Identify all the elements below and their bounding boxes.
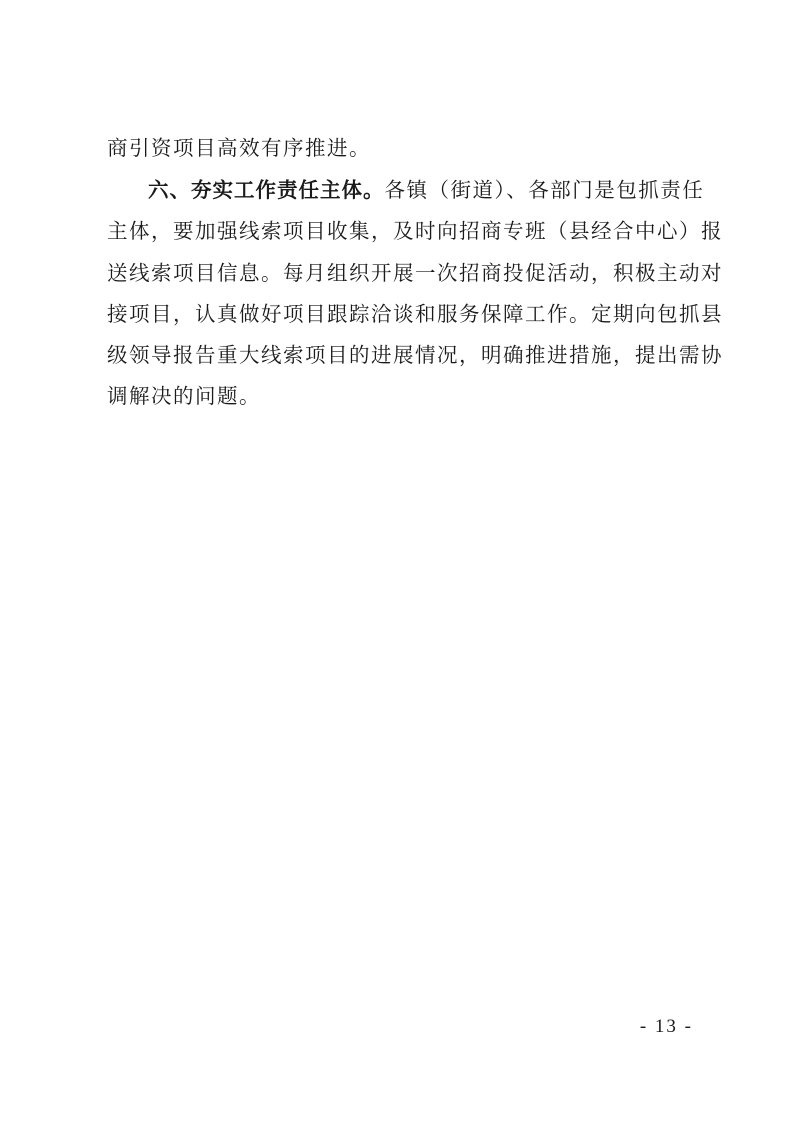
- paragraph-line: 送线索项目信息。每月组织开展一次招商投促活动，积极主动对: [107, 261, 723, 285]
- page-number: - 13 -: [639, 1016, 693, 1037]
- paragraph-line: 调解决的问题。: [107, 384, 261, 408]
- section-heading: 六、夯实工作责任主体。: [148, 178, 385, 202]
- paragraph-line: 接项目，认真做好项目跟踪洽谈和服务保障工作。定期向包抓县: [107, 302, 723, 326]
- paragraph-line: [107, 136, 687, 160]
- paragraph-line: 主体，要加强线索项目收集，及时向招商专班（县经合中心）报: [107, 219, 723, 243]
- body-text: 商引资项目高效有序推进。: [107, 136, 371, 160]
- body-text: 各镇（街道）、各部门是包抓责任: [384, 178, 705, 202]
- section-6-first-line: [148, 178, 705, 202]
- paragraph-line: 级领导报告重大线索项目的进展情况，明确推进措施，提出需协: [107, 343, 723, 367]
